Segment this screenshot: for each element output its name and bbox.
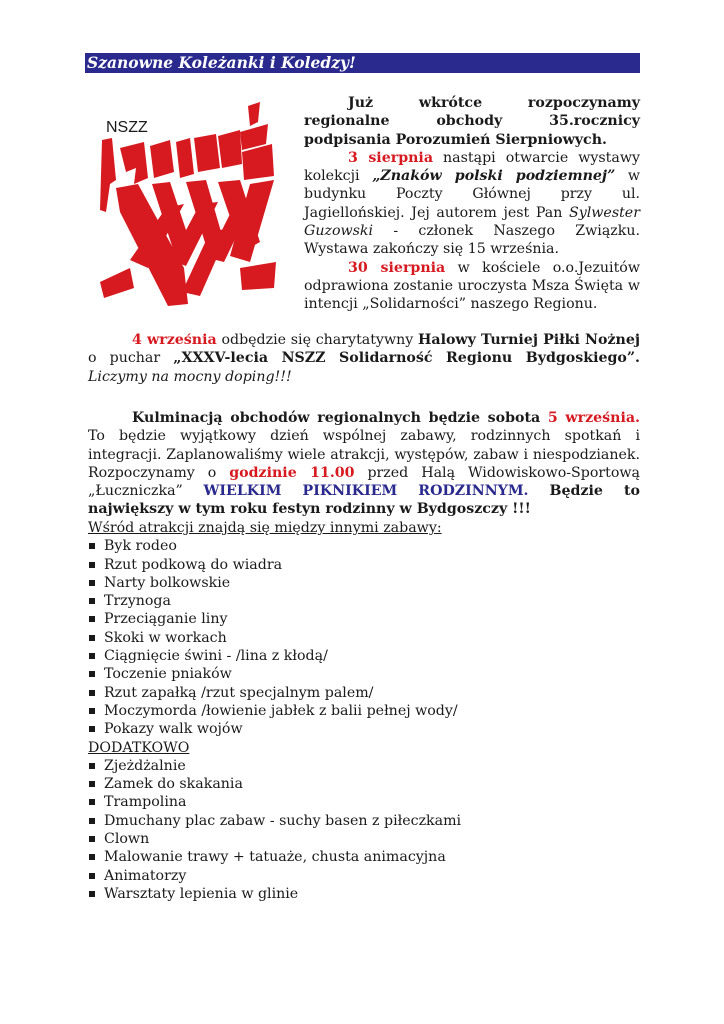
culmination-date: 5 września. (547, 410, 640, 426)
extra-item (88, 775, 640, 793)
culmination-text-segment: To będzie wyjątkowy dzień wspólnej zabawy, rodzinnych spotkań i integracji. Zaplanowaliśmy wiele atrakcji, występów, zabaw i niespodzianek. Rozpoczynamy o (88, 428, 640, 481)
list-item-text: Clown (104, 831, 150, 848)
bullet-icon (89, 708, 95, 714)
attraction-item (88, 684, 640, 702)
attraction-item (88, 592, 640, 610)
tournament-paragraph (88, 331, 640, 386)
extra-item (88, 757, 640, 775)
attraction-item (88, 537, 640, 555)
list-item-text: Przeciąganie liny (104, 611, 228, 628)
extra-heading: DODATKOWO (88, 739, 190, 756)
intro-text (304, 94, 640, 314)
solidarnosc-xxxv-logo (90, 92, 290, 312)
exhibition-date: 3 sierpnia (348, 149, 434, 166)
bullet-icon (89, 763, 95, 769)
list-item-text: Trampolina (104, 794, 187, 811)
bullet-icon (89, 671, 95, 677)
list-item-text: Narty bolkowskie (104, 574, 231, 591)
exhibition-author: Sylwester Guzowski (304, 204, 640, 240)
extra-list (88, 757, 640, 903)
list-item-text: Trzynoga (104, 593, 171, 610)
list-item-text: Rzut zapałką /rzut specjalnym palem/ (104, 684, 374, 701)
culmination-text-segment: Kulminacją obchodów regionalnych będzie sobota (132, 410, 548, 426)
bullet-icon (89, 854, 95, 860)
attraction-item (88, 610, 640, 628)
tournament-text-segment: Liczymy na mocny doping!!! (88, 368, 292, 385)
tournament-text-segment: odbędzie się charytatywny (216, 332, 418, 348)
extra-item (88, 830, 640, 848)
list-item-text: Animatorzy (104, 867, 187, 884)
attraction-item (88, 629, 640, 647)
extra-item (88, 885, 640, 903)
intro-text-segment: w kościele o.o.Jezuitów odprawiona zostanie uroczysta Msza Święta w intencji „Solidarności” naszego Regionu. (304, 259, 640, 313)
intro-paragraph-2 (304, 149, 640, 259)
bullet-icon (89, 799, 95, 805)
list-item-text: Skoki w workach (104, 629, 227, 646)
bullet-icon (89, 598, 95, 604)
tournament-date: 4 września (132, 332, 217, 348)
list-item-text: Pokazy walk wojów (104, 721, 243, 738)
attraction-item (88, 574, 640, 592)
list-item-text: Malowanie trawy + tatuaże, chusta animacyjna (104, 849, 446, 866)
extra-item (88, 812, 640, 830)
bullet-icon (89, 690, 95, 696)
intro-paragraph-3 (304, 259, 640, 314)
bullet-icon (89, 873, 95, 879)
attraction-item (88, 720, 640, 738)
tournament-text-segment: o puchar (88, 350, 174, 367)
bullet-icon (89, 891, 95, 897)
tournament-cup: „XXXV-lecia NSZZ Solidarność Regionu Bydgoskiego”. (173, 350, 640, 367)
list-item-text: Ciągnięcie świni - /lina z kłodą/ (104, 648, 328, 665)
extra-item (88, 867, 640, 885)
attractions-section (88, 519, 640, 903)
attractions-list (88, 537, 640, 738)
list-item-text: Dmuchany plac zabaw - suchy basen z piłeczkami (104, 812, 462, 829)
picnic-time: godzinie 11.00 (229, 464, 355, 481)
attractions-heading: Wśród atrakcji znajdą się między innymi zabawy: (88, 520, 442, 536)
list-item-text: Warsztaty lepienia w glinie (104, 885, 299, 902)
extra-item (88, 793, 640, 811)
exhibition-title: „Znaków polski podziemnej” (372, 168, 616, 185)
list-item-text: Zjeżdżalnie (104, 757, 186, 774)
extra-item (88, 848, 640, 866)
attraction-item (88, 665, 640, 683)
bullet-icon (89, 726, 95, 732)
list-item-text: Zamek do skakania (104, 776, 243, 793)
attraction-item (88, 647, 640, 665)
bullet-icon (89, 635, 95, 641)
bullet-icon (89, 836, 95, 842)
intro-text-segment: w budynku Poczty Głównej przy ul. Jagiellońskiej. Jej autorem jest Pan (304, 168, 641, 221)
culmination-text-segment: przed Halą Widowiskowo-Sportową „Łuczniczka” (88, 464, 640, 500)
bullet-icon (89, 562, 95, 568)
bullet-icon (89, 818, 95, 824)
picnic-name: WIELKIM PIKNIKIEM RODZINNYM. (203, 483, 529, 500)
list-item-text: Rzut podkową do wiadra (104, 556, 283, 573)
culmination-paragraph (88, 409, 640, 519)
intro-text-segment: nastąpi otwarcie wystawy kolekcji (304, 149, 640, 185)
culmination-text-segment: Będzie to największy w tym roku festyn rodzinny w Bydgoszczy !!! (88, 483, 641, 518)
attraction-item (88, 702, 640, 720)
bullet-icon (89, 580, 95, 586)
attraction-item (88, 556, 640, 574)
page-title: Szanowne Koleżanki i Koledzy! (85, 53, 640, 73)
bullet-icon (89, 616, 95, 622)
mass-date: 30 sierpnia (348, 259, 446, 276)
bullet-icon (89, 781, 95, 787)
intro-paragraph-1: Już wkrótce rozpoczynamy regionalne obchody 35.rocznicy podpisania Porozumień Sierpniowych. (304, 95, 640, 148)
bullet-icon (89, 653, 95, 659)
logo-nszz-text: NSZZ (106, 119, 148, 136)
tournament-event: Halowy Turniej Piłki Nożnej (417, 332, 641, 348)
list-item-text: Toczenie pniaków (104, 666, 232, 683)
list-item-text: Moczymorda /łowienie jabłek z balii pełnej wody/ (104, 702, 458, 719)
intro-text-segment: - członek Naszego Związku. Wystawa zakończy się 15 września. (304, 223, 640, 258)
bullet-icon (89, 543, 95, 549)
list-item-text: Byk rodeo (104, 538, 177, 555)
